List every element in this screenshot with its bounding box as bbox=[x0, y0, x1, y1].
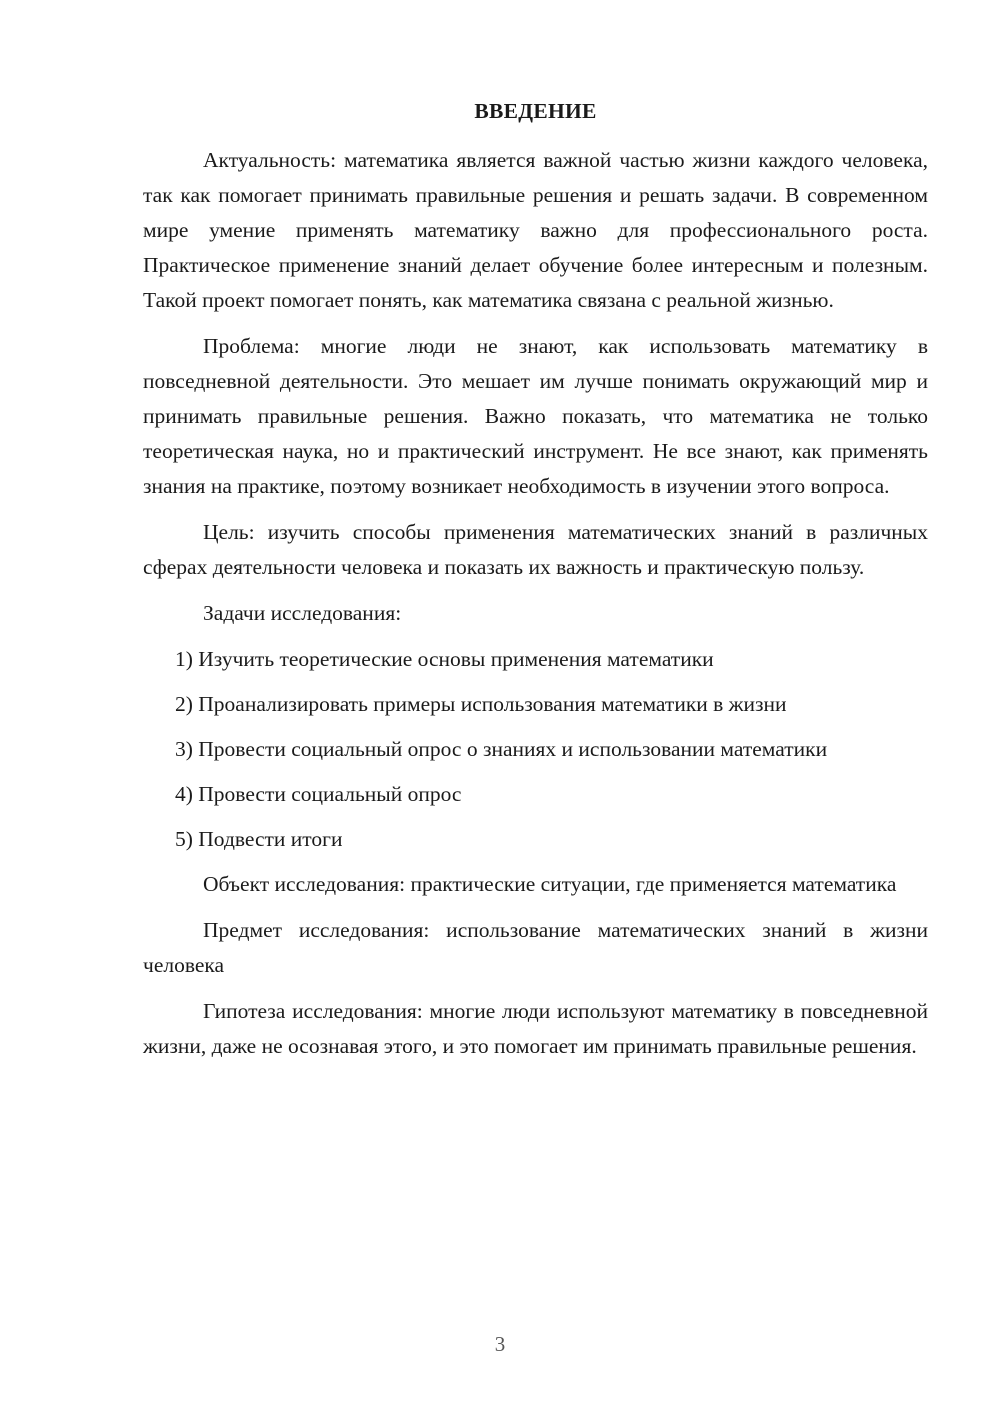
task-item: 5) Подвести итоги bbox=[175, 827, 343, 851]
task-item: 2) Проанализировать примеры использования математики в жизни bbox=[175, 692, 787, 716]
goal-paragraph: Цель: изучить способы применения математических знаний в различных сферах деятельности человека и показать их важность и практическую пользу. bbox=[143, 520, 928, 579]
task-item: 4) Провести социальный опрос bbox=[175, 782, 462, 806]
tasks-title: Задачи исследования: bbox=[203, 601, 402, 625]
problem-paragraph: Проблема: многие люди не знают, как использовать математику в повседневной деятельности. Это мешает им лучше понимать окружающий мир и принимать правильные решения. Важно показать, что математика не только теоретическая наука, но и практический инструмент. Не все знают, как применять знания на практике, поэтому возникает необходимость в изучении этого вопроса. bbox=[143, 334, 928, 498]
relevance-paragraph: Актуальность: математика является важной частью жизни каждого человека, так как помогает принимать правильные решения и решать задачи. В современном мире умение применять математику важно для профессионального роста. Практическое применение знаний делает обучение более интересным и полезным. Такой проект помогает понять, как математика связана с реальной жизнью. bbox=[143, 148, 928, 312]
hypothesis-paragraph: Гипотеза исследования: многие люди используют математику в повседневной жизни, даже не осознавая этого, и это помогает им принимать правильные решения. bbox=[143, 999, 928, 1058]
task-item: 1) Изучить теоретические основы применения математики bbox=[175, 647, 714, 671]
task-item: 3) Провести социальный опрос о знаниях и использовании математики bbox=[175, 737, 828, 761]
subject-paragraph: Предмет исследования: использование математических знаний в жизни человека bbox=[143, 918, 928, 977]
page-number: 3 bbox=[494, 1332, 506, 1356]
section-heading: ВВЕДЕНИЕ bbox=[474, 99, 597, 123]
page-content bbox=[143, 94, 928, 1064]
object-paragraph: Объект исследования: практические ситуации, где применяется математика bbox=[203, 872, 897, 896]
